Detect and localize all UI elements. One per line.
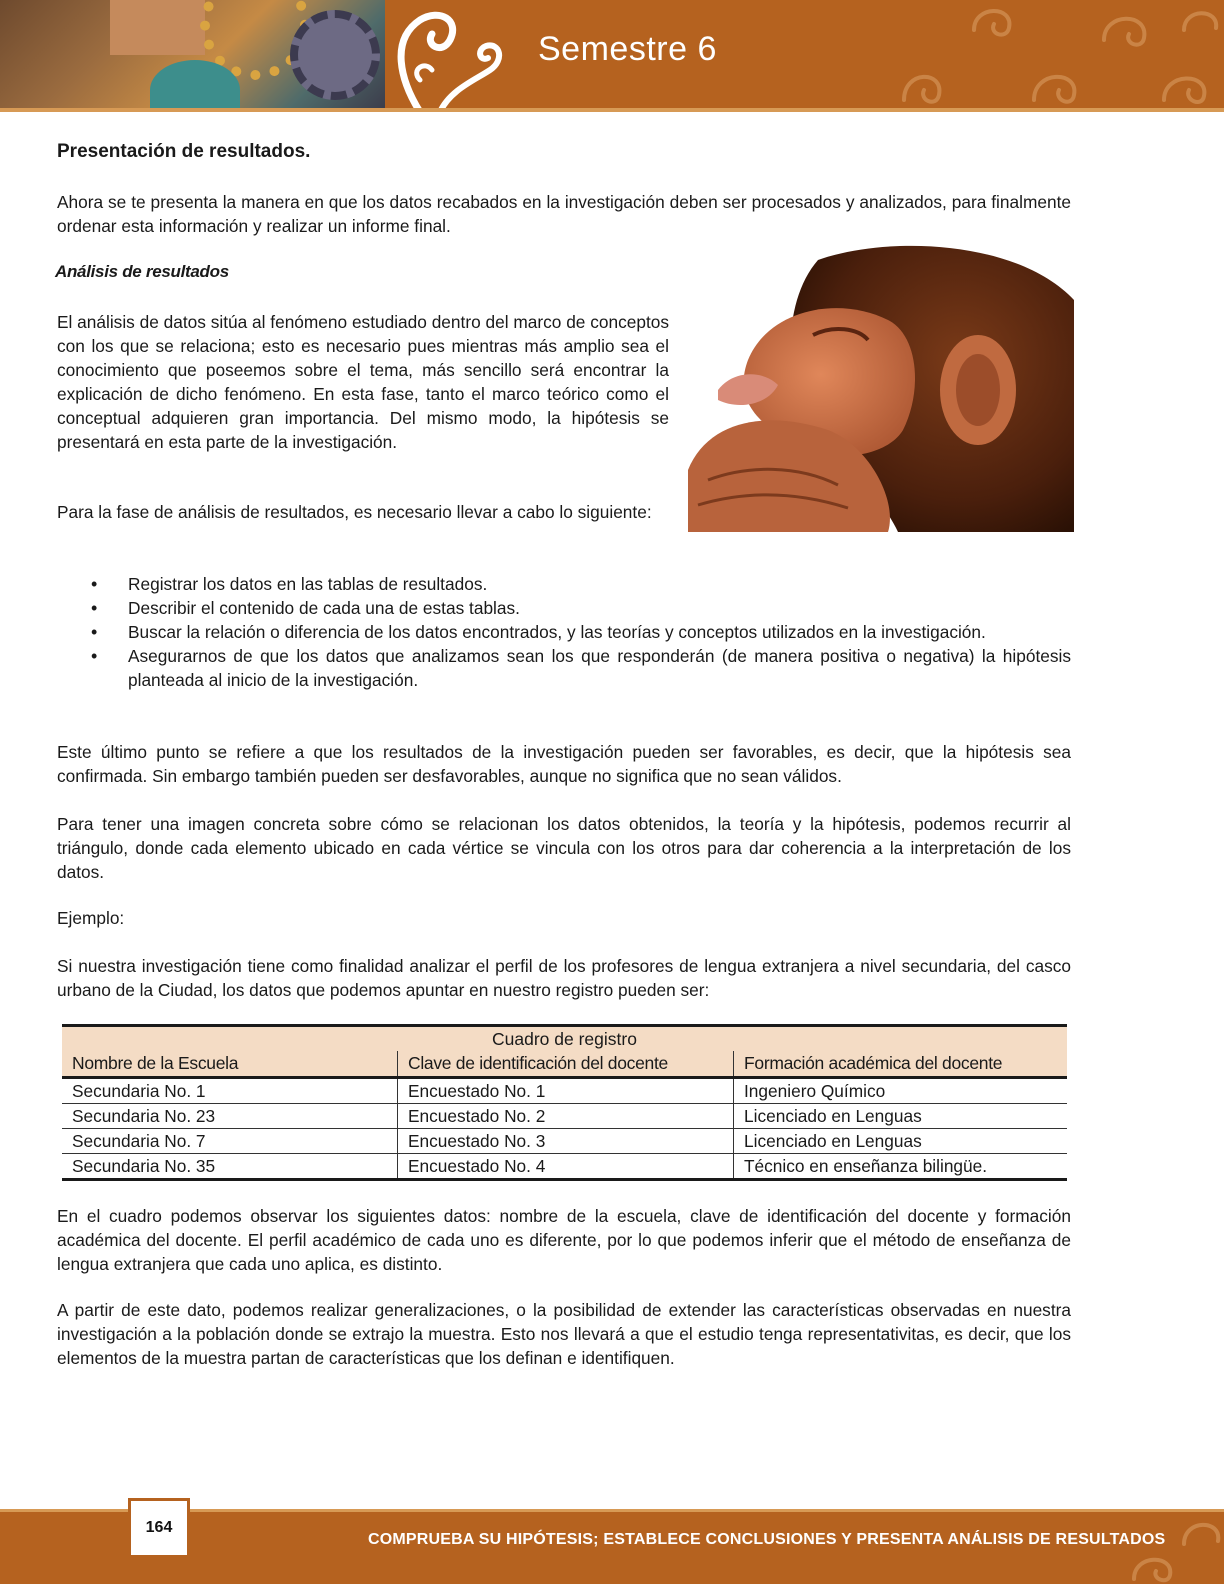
table-row	[62, 1078, 1067, 1104]
table-cell: Secundaria No. 23	[62, 1104, 398, 1129]
table-header: Nombre de la Escuela	[62, 1051, 398, 1078]
table-header: Formación académica del docente	[734, 1051, 1068, 1078]
table-cell: Licenciado en Lenguas	[734, 1104, 1068, 1129]
example-paragraph: Si nuestra investigación tiene como finalidad analizar el perfil de los profesores de lengua extranjera a nivel secundaria, del casco urbano de la Ciudad, los datos que podemos apuntar en nuestro registro pueden ser:	[57, 956, 1071, 1000]
list-item: • Registrar los datos en las tablas de resultados.	[57, 572, 1071, 596]
table-cell: Encuestado No. 3	[398, 1129, 734, 1154]
last-point-paragraph: Este último punto se refiere a que los resultados de la investigación pueden ser favorables, es decir, que la hipótesis sea confirmada. Sin embargo también pueden ser desfavorables, aunque no significa que no sean válidos.	[57, 742, 1071, 786]
page-header	[0, 0, 1224, 112]
chimpanzee-image	[688, 240, 1074, 532]
example-label: Ejemplo:	[57, 908, 125, 928]
table-caption: Cuadro de registro	[62, 1026, 1067, 1052]
table-cell: Secundaria No. 7	[62, 1129, 398, 1154]
table-row	[62, 1129, 1067, 1154]
intro-paragraph: Ahora se te presenta la manera en que los datos recabados en la investigación deben ser procesados y analizados, para finalmente ordenar esta información y realizar un informe final.	[57, 192, 1071, 236]
table-cell: Encuestado No. 4	[398, 1154, 734, 1180]
table-cell: Secundaria No. 1	[62, 1078, 398, 1104]
footer-title: COMPRUEBA SU HIPÓTESIS; ESTABLECE CONCLUSIONES Y PRESENTA ANÁLISIS DE RESULTADOS	[368, 1531, 1166, 1548]
subheading: Análisis de resultados	[55, 262, 229, 281]
table-cell: Encuestado No. 2	[398, 1104, 734, 1129]
swirl-pattern-icon	[884, 0, 1224, 112]
table-cell: Encuestado No. 1	[398, 1078, 734, 1104]
table-header: Clave de identificación del docente	[398, 1051, 734, 1078]
page-number: 164	[128, 1498, 190, 1558]
analysis-paragraph: El análisis de datos sitúa al fenómeno estudiado dentro del marco de conceptos con los que se relaciona; esto es necesario pues mientras más amplio sea el conocimiento que poseemos sobre el tema, más sencillo será encontrar la explicación de dicho fenómeno. En esta fase, tanto el marco teórico como el conceptual adquieren gran importancia. Del mismo modo, la hipótesis se presentará en esta parte de la investigación.	[57, 312, 669, 452]
table-cell: Licenciado en Lenguas	[734, 1129, 1068, 1154]
header-collage-image	[0, 0, 385, 112]
semester-title: Semestre 6	[538, 30, 717, 68]
table-cell: Ingeniero Químico	[734, 1078, 1068, 1104]
swirl-icon	[380, 0, 520, 112]
table-row	[62, 1104, 1067, 1129]
generalization-paragraph: A partir de este dato, podemos realizar generalizaciones, o la posibilidad de extender las características observadas en nuestra investigación a la población donde se extrajo la muestra. Esto nos llevará a que el estudio tenga representativitas, es decir, que los elementos de la muestra partan de características que los definan e identifiquen.	[57, 1300, 1071, 1368]
registro-table	[62, 1024, 1067, 1181]
list-item: • Buscar la relación o diferencia de los datos encontrados, y las teorías y conceptos utilizados en la investigación.	[57, 620, 1071, 644]
section-title: Presentación de resultados.	[57, 141, 311, 162]
list-item: • Asegurarnos de que los datos que analizamos sean los que responderán (de manera positiva o negativa) la hipótesis planteada al inicio de la investigación.	[57, 644, 1071, 692]
table-cell: Técnico en enseñanza bilingüe.	[734, 1154, 1068, 1180]
phase-paragraph: Para la fase de análisis de resultados, es necesario llevar a cabo lo siguiente:	[57, 502, 652, 522]
steps-list	[57, 572, 1071, 692]
list-item: • Describir el contenido de cada una de estas tablas.	[57, 596, 1071, 620]
observation-paragraph: En el cuadro podemos observar los siguientes datos: nombre de la escuela, clave de identificación del docente y formación académica del docente. El perfil académico de cada uno es diferente, por lo que podemos inferir que el método de enseñanza de lengua extranjera que cada uno aplica, es distinto.	[57, 1206, 1071, 1274]
table-cell: Secundaria No. 35	[62, 1154, 398, 1180]
triangle-paragraph: Para tener una imagen concreta sobre cómo se relacionan los datos obtenidos, la teoría y la hipótesis, podemos recurrir al triángulo, donde cada elemento ubicado en cada vértice se vincula con los otros para dar coherencia a la interpretación de los datos.	[57, 814, 1071, 882]
table-row	[62, 1154, 1067, 1180]
